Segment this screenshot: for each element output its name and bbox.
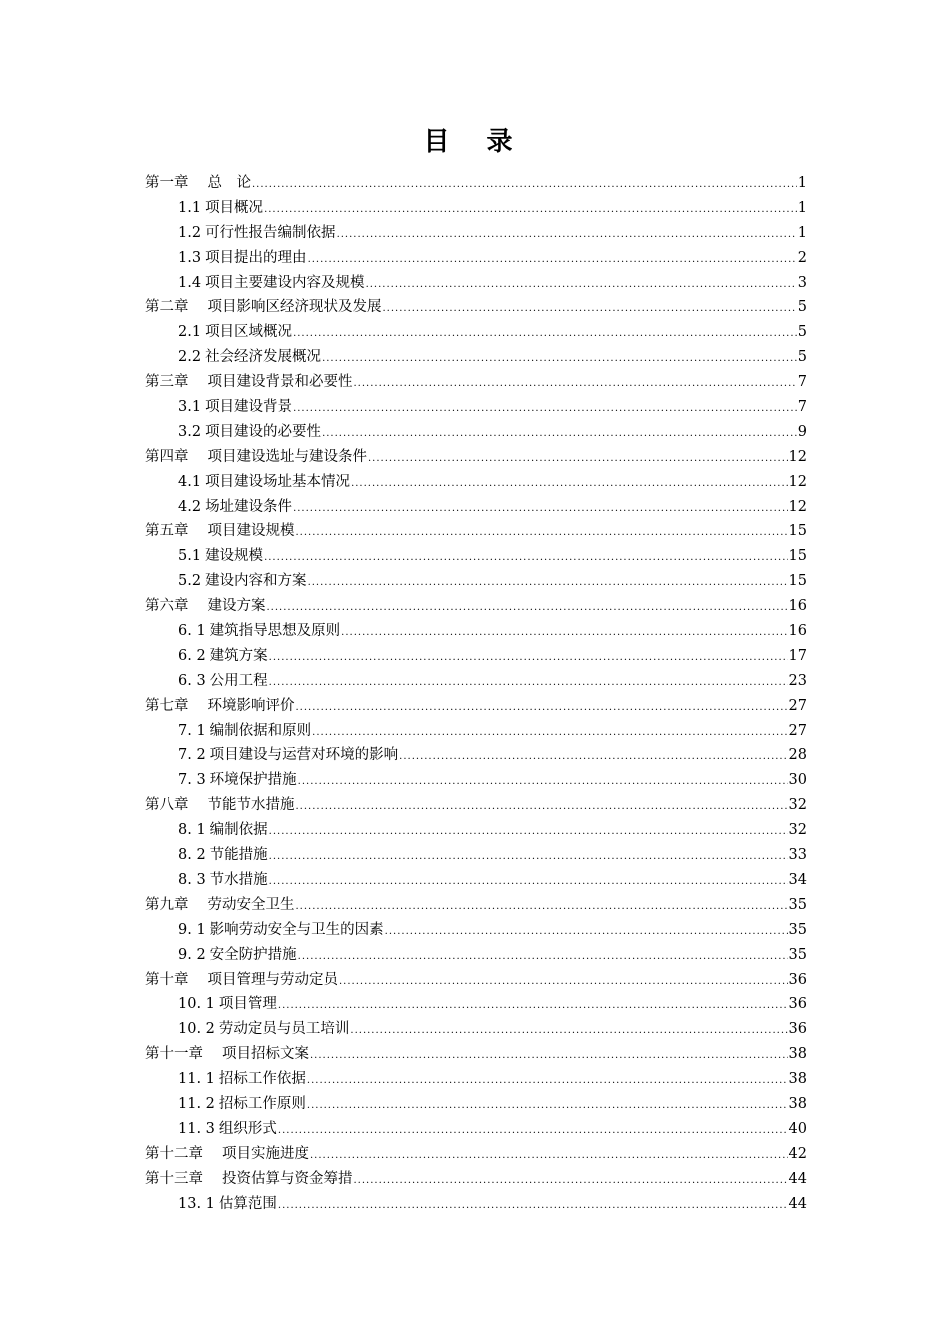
toc-section-entry[interactable] — [145, 943, 807, 968]
toc-page-number: 35 — [788, 896, 807, 913]
toc-section-entry[interactable] — [145, 868, 807, 893]
toc-dot-leader — [307, 1094, 788, 1119]
toc-page-number: 16 — [788, 598, 807, 615]
toc-section-entry[interactable] — [145, 1092, 807, 1117]
toc-section-entry[interactable] — [145, 470, 807, 495]
toc-entry-number: 3.1 — [178, 399, 202, 416]
toc-entry-number: 9. 2 — [178, 946, 206, 963]
toc-chapter-entry[interactable] — [145, 893, 807, 918]
toc-entry-heading — [178, 246, 307, 271]
toc-page-number: 2 — [797, 249, 807, 266]
toc-section-entry[interactable] — [145, 271, 807, 296]
toc-entry-heading — [178, 818, 268, 843]
toc-entry-label: 估算范围 — [218, 1195, 277, 1212]
toc-section-entry[interactable] — [145, 619, 807, 644]
toc-dot-leader — [296, 696, 788, 721]
toc-page-number: 36 — [788, 1021, 807, 1038]
toc-page-number: 7 — [797, 399, 807, 416]
toc-section-entry[interactable] — [145, 395, 807, 420]
toc-page-number: 15 — [788, 548, 807, 565]
toc-entry-heading — [178, 843, 268, 868]
toc-dot-leader — [339, 970, 788, 995]
toc-section-entry[interactable] — [145, 768, 807, 793]
toc-section-entry[interactable] — [145, 992, 807, 1017]
toc-dot-leader — [307, 1069, 788, 1094]
toc-entry-number: 第十二章 — [145, 1145, 203, 1162]
toc-entry-label: 建设规模 — [205, 548, 264, 565]
toc-section-entry[interactable] — [145, 320, 807, 345]
toc-entry-number: 6. 2 — [178, 647, 206, 664]
toc-entry-number: 9. 1 — [178, 921, 206, 938]
toc-chapter-entry[interactable] — [145, 1042, 807, 1067]
toc-entry-number: 1.4 — [178, 274, 202, 291]
toc-page-number: 23 — [788, 672, 807, 689]
toc-section-entry[interactable] — [145, 1192, 807, 1217]
toc-entry-heading — [178, 943, 297, 968]
toc-dot-leader — [366, 273, 797, 298]
toc-dot-leader — [267, 596, 788, 621]
toc-dot-leader — [278, 1194, 788, 1219]
toc-page-number: 38 — [788, 1095, 807, 1112]
toc-entry-label: 环境影响评价 — [207, 697, 295, 714]
toc-dot-leader — [293, 497, 787, 522]
toc-entry-heading — [178, 918, 384, 943]
toc-entry-number: 7. 1 — [178, 722, 206, 739]
toc-entry-heading — [178, 569, 307, 594]
toc-entry-label: 建设内容和方案 — [205, 573, 307, 590]
toc-section-entry[interactable] — [145, 1067, 807, 1092]
toc-entry-heading — [145, 694, 295, 719]
toc-entry-heading — [145, 519, 295, 544]
toc-section-entry[interactable] — [145, 719, 807, 744]
toc-entry-number: 第十三章 — [145, 1170, 203, 1187]
toc-section-entry[interactable] — [145, 918, 807, 943]
toc-section-entry[interactable] — [145, 196, 807, 221]
toc-entry-label: 项目建设选址与建设条件 — [207, 448, 367, 465]
toc-entry-number: 6. 1 — [178, 623, 206, 640]
toc-entry-heading — [145, 893, 295, 918]
toc-entry-heading — [178, 644, 268, 669]
toc-dot-leader — [312, 721, 787, 746]
toc-entry-number: 10. 2 — [178, 1021, 215, 1038]
toc-section-entry[interactable] — [145, 644, 807, 669]
toc-dot-leader — [296, 795, 788, 820]
toc-entry-number: 第十一章 — [145, 1046, 203, 1063]
toc-page-number: 44 — [788, 1170, 807, 1187]
toc-entry-number: 1.2 — [178, 224, 202, 241]
toc-section-entry[interactable] — [145, 1117, 807, 1142]
toc-section-entry[interactable] — [145, 843, 807, 868]
toc-page-number: 38 — [788, 1046, 807, 1063]
toc-dot-leader — [308, 248, 797, 273]
toc-page-number: 35 — [788, 921, 807, 938]
toc-page-number: 9 — [797, 423, 807, 440]
toc-entry-number: 4.2 — [178, 498, 202, 515]
toc-page-number: 5 — [797, 349, 807, 366]
toc-entry-number: 第二章 — [145, 299, 189, 316]
toc-chapter-entry[interactable] — [145, 370, 807, 395]
toc-dot-leader — [308, 571, 788, 596]
toc-entry-heading — [178, 221, 336, 246]
toc-entry-label: 项目建设的必要性 — [205, 423, 322, 440]
toc-entry-heading — [178, 743, 398, 768]
toc-entry-label: 劳动安全卫生 — [207, 896, 295, 913]
toc-page-number: 1 — [797, 224, 807, 241]
toc-dot-leader — [354, 1169, 788, 1194]
toc-section-entry[interactable] — [145, 743, 807, 768]
toc-page-number: 38 — [788, 1071, 807, 1088]
toc-page-number: 1 — [797, 175, 807, 191]
toc-page-number: 16 — [788, 623, 807, 640]
toc-entry-number: 8. 3 — [178, 871, 206, 888]
toc-entry-label: 影响劳动安全与卫生的因素 — [209, 921, 384, 938]
toc-entry-label: 项目概况 — [205, 199, 264, 216]
toc-entry-label: 项目区域概况 — [205, 324, 293, 341]
toc-dot-leader — [293, 322, 797, 347]
toc-entry-heading — [145, 968, 338, 993]
toc-chapter-entry[interactable] — [145, 295, 807, 320]
toc-entry-label: 项目主要建设内容及规模 — [205, 274, 365, 291]
toc-section-entry[interactable] — [145, 669, 807, 694]
toc-dot-leader — [350, 1019, 787, 1044]
toc-entry-heading — [145, 295, 382, 320]
toc-entry-number: 11. 2 — [178, 1095, 215, 1112]
toc-page-number: 32 — [788, 822, 807, 839]
toc-entry-number: 1.3 — [178, 249, 202, 266]
toc-entry-number: 第四章 — [145, 448, 189, 465]
toc-entry-label: 安全防护措施 — [209, 946, 297, 963]
toc-entry-heading — [178, 495, 292, 520]
toc-page-number: 27 — [788, 722, 807, 739]
toc-entry-number: 3.2 — [178, 423, 202, 440]
toc-entry-number: 4.1 — [178, 473, 202, 490]
toc-entry-heading — [178, 271, 365, 296]
toc-entry-number: 第六章 — [145, 598, 189, 615]
toc-page-number: 42 — [788, 1145, 807, 1162]
toc-entry-label: 环境保护措施 — [209, 772, 297, 789]
toc-entry-label: 节水措施 — [209, 871, 268, 888]
toc-dot-leader — [341, 621, 787, 646]
toc-dot-leader — [368, 447, 788, 472]
toc-entry-heading — [178, 1117, 277, 1142]
toc-chapter-entry[interactable] — [145, 171, 807, 196]
toc-page-number: 1 — [797, 199, 807, 216]
toc-entry-label: 节能节水措施 — [207, 797, 295, 814]
toc-section-entry[interactable] — [145, 345, 807, 370]
toc-entry-heading — [145, 594, 266, 619]
toc-entry-label: 项目建设背景和必要性 — [207, 374, 353, 391]
toc-entry-heading — [178, 196, 263, 221]
toc-entry-number: 13. 1 — [178, 1195, 215, 1212]
toc-entry-label: 投资估算与资金筹措 — [222, 1170, 353, 1187]
toc-entry-heading — [178, 868, 268, 893]
toc-entry-heading — [145, 370, 353, 395]
toc-dot-leader — [296, 895, 788, 920]
toc-dot-leader — [269, 845, 788, 870]
toc-entry-heading — [178, 544, 263, 569]
toc-dot-leader — [354, 372, 797, 397]
toc-entry-label: 劳动定员与员工培训 — [218, 1021, 350, 1038]
toc-dot-leader — [269, 671, 788, 696]
toc-dot-leader — [296, 521, 788, 546]
toc-entry-number: 5.1 — [178, 548, 202, 565]
toc-entry-heading — [178, 345, 321, 370]
toc-page-number: 35 — [788, 946, 807, 963]
toc-entry-heading — [178, 320, 292, 345]
toc-entry-label: 建筑方案 — [209, 647, 268, 664]
toc-dot-leader — [337, 223, 797, 248]
toc-entry-number: 第一章 — [145, 175, 189, 191]
toc-dot-leader — [269, 870, 788, 895]
toc-entry-label: 项目管理与劳动定员 — [207, 971, 338, 988]
toc-entry-heading — [145, 1142, 309, 1167]
toc-page-number: 36 — [788, 996, 807, 1013]
toc-chapter-entry[interactable] — [145, 968, 807, 993]
toc-page-number: 27 — [788, 697, 807, 714]
toc-section-entry[interactable] — [145, 420, 807, 445]
toc-entry-label: 社会经济发展概况 — [205, 349, 322, 366]
toc-entry-number: 7. 3 — [178, 772, 206, 789]
toc-page-number: 44 — [788, 1195, 807, 1212]
toc-entry-heading — [145, 445, 367, 470]
toc-chapter-entry[interactable] — [145, 445, 807, 470]
toc-section-entry[interactable] — [145, 495, 807, 520]
toc-entry-number: 11. 1 — [178, 1071, 215, 1088]
toc-page-number: 7 — [797, 374, 807, 391]
toc-entry-number: 2.2 — [178, 349, 202, 366]
toc-list — [145, 171, 807, 1216]
toc-dot-leader — [269, 646, 788, 671]
toc-dot-leader — [310, 1144, 788, 1169]
toc-entry-label: 招标工作原则 — [218, 1095, 306, 1112]
toc-entry-heading — [145, 1042, 309, 1067]
toc-entry-label: 总 论 — [207, 175, 251, 191]
toc-dot-leader — [264, 546, 787, 571]
toc-page-number: 33 — [788, 847, 807, 864]
toc-dot-leader — [351, 472, 787, 497]
toc-page-number: 30 — [788, 772, 807, 789]
toc-dot-leader — [269, 820, 788, 845]
toc-entry-number: 第五章 — [145, 523, 189, 540]
toc-entry-number: 第三章 — [145, 374, 189, 391]
toc-entry-heading — [178, 768, 297, 793]
toc-dot-leader — [293, 397, 797, 422]
toc-entry-number: 2.1 — [178, 324, 202, 341]
toc-entry-label: 项目建设场址基本情况 — [205, 473, 351, 490]
toc-entry-label: 项目管理 — [218, 996, 277, 1013]
toc-entry-label: 节能措施 — [209, 847, 268, 864]
toc-dot-leader — [385, 920, 788, 945]
toc-entry-heading — [145, 1167, 353, 1192]
toc-entry-label: 项目建设规模 — [207, 523, 295, 540]
toc-page-number: 34 — [788, 871, 807, 888]
toc-entry-label: 编制依据和原则 — [209, 722, 312, 739]
toc-entry-number: 1.1 — [178, 199, 202, 216]
toc-page-number: 36 — [788, 971, 807, 988]
toc-section-entry[interactable] — [145, 221, 807, 246]
toc-page-number: 5 — [797, 324, 807, 341]
toc-entry-label: 项目影响区经济现状及发展 — [207, 299, 382, 316]
toc-title: 目 录 — [423, 127, 527, 157]
toc-page-number: 12 — [788, 448, 807, 465]
toc-entry-label: 建筑指导思想及原则 — [209, 623, 341, 640]
toc-page-number: 15 — [788, 573, 807, 590]
toc-page-number: 40 — [788, 1120, 807, 1137]
toc-entry-number: 10. 1 — [178, 996, 215, 1013]
toc-chapter-entry[interactable] — [145, 793, 807, 818]
toc-entry-heading — [178, 719, 311, 744]
toc-page-number: 12 — [788, 473, 807, 490]
toc-dot-leader — [399, 745, 787, 770]
toc-section-entry[interactable] — [145, 569, 807, 594]
toc-entry-heading — [178, 669, 268, 694]
toc-page-number: 12 — [788, 498, 807, 515]
toc-entry-label: 项目实施进度 — [222, 1145, 309, 1162]
toc-entry-number: 第十章 — [145, 971, 189, 988]
toc-entry-label: 场址建设条件 — [205, 498, 293, 515]
toc-entry-label: 项目建设背景 — [205, 399, 293, 416]
toc-dot-leader — [298, 945, 788, 970]
toc-entry-heading — [178, 470, 350, 495]
toc-dot-leader — [322, 347, 797, 372]
toc-section-entry[interactable] — [145, 1017, 807, 1042]
toc-page-number: 28 — [788, 747, 807, 764]
toc-dot-leader — [278, 994, 788, 1019]
toc-page-number: 3 — [797, 274, 807, 291]
toc-entry-number: 7. 2 — [178, 747, 206, 764]
toc-page-number: 17 — [788, 647, 807, 664]
toc-chapter-entry[interactable] — [145, 1142, 807, 1167]
toc-entry-label: 可行性报告编制依据 — [205, 224, 336, 241]
toc-entry-label: 招标工作依据 — [218, 1071, 306, 1088]
toc-dot-leader — [252, 173, 797, 198]
toc-entry-label: 组织形式 — [218, 1120, 277, 1137]
toc-entry-number: 第八章 — [145, 797, 189, 814]
toc-entry-label: 项目招标文案 — [222, 1046, 309, 1063]
toc-entry-number: 6. 3 — [178, 672, 206, 689]
toc-dot-leader — [264, 198, 797, 223]
toc-section-entry[interactable] — [145, 818, 807, 843]
toc-entry-heading — [178, 1092, 306, 1117]
toc-entry-label: 建设方案 — [207, 598, 266, 615]
toc-entry-number: 11. 3 — [178, 1120, 215, 1137]
toc-entry-heading — [145, 171, 251, 196]
toc-entry-heading — [178, 1067, 306, 1092]
toc-entry-label: 公用工程 — [209, 672, 268, 689]
toc-chapter-entry[interactable] — [145, 1167, 807, 1192]
toc-entry-number: 8. 2 — [178, 847, 206, 864]
toc-chapter-entry[interactable] — [145, 519, 807, 544]
toc-chapter-entry[interactable] — [145, 594, 807, 619]
toc-entry-heading — [145, 793, 295, 818]
toc-section-entry[interactable] — [145, 246, 807, 271]
toc-entry-heading — [178, 395, 292, 420]
toc-entry-label: 项目建设与运营对环境的影响 — [209, 747, 399, 764]
toc-entry-number: 5.2 — [178, 573, 202, 590]
toc-entry-number: 第九章 — [145, 896, 189, 913]
toc-chapter-entry[interactable] — [145, 694, 807, 719]
toc-entry-number: 8. 1 — [178, 822, 206, 839]
toc-entry-number: 第七章 — [145, 697, 189, 714]
toc-page-number: 5 — [797, 299, 807, 316]
toc-entry-label: 项目提出的理由 — [205, 249, 307, 266]
toc-entry-heading — [178, 1017, 349, 1042]
toc-entry-heading — [178, 420, 321, 445]
toc-entry-heading — [178, 619, 340, 644]
toc-section-entry[interactable] — [145, 544, 807, 569]
toc-dot-leader — [310, 1044, 788, 1069]
toc-dot-leader — [278, 1119, 788, 1144]
toc-entry-label: 编制依据 — [209, 822, 268, 839]
toc-page-number: 15 — [788, 523, 807, 540]
toc-entry-heading — [178, 1192, 277, 1217]
toc-page-number: 32 — [788, 797, 807, 814]
toc-dot-leader — [383, 297, 797, 322]
toc-dot-leader — [298, 770, 788, 795]
toc-entry-heading — [178, 992, 277, 1017]
toc-dot-leader — [322, 422, 797, 447]
